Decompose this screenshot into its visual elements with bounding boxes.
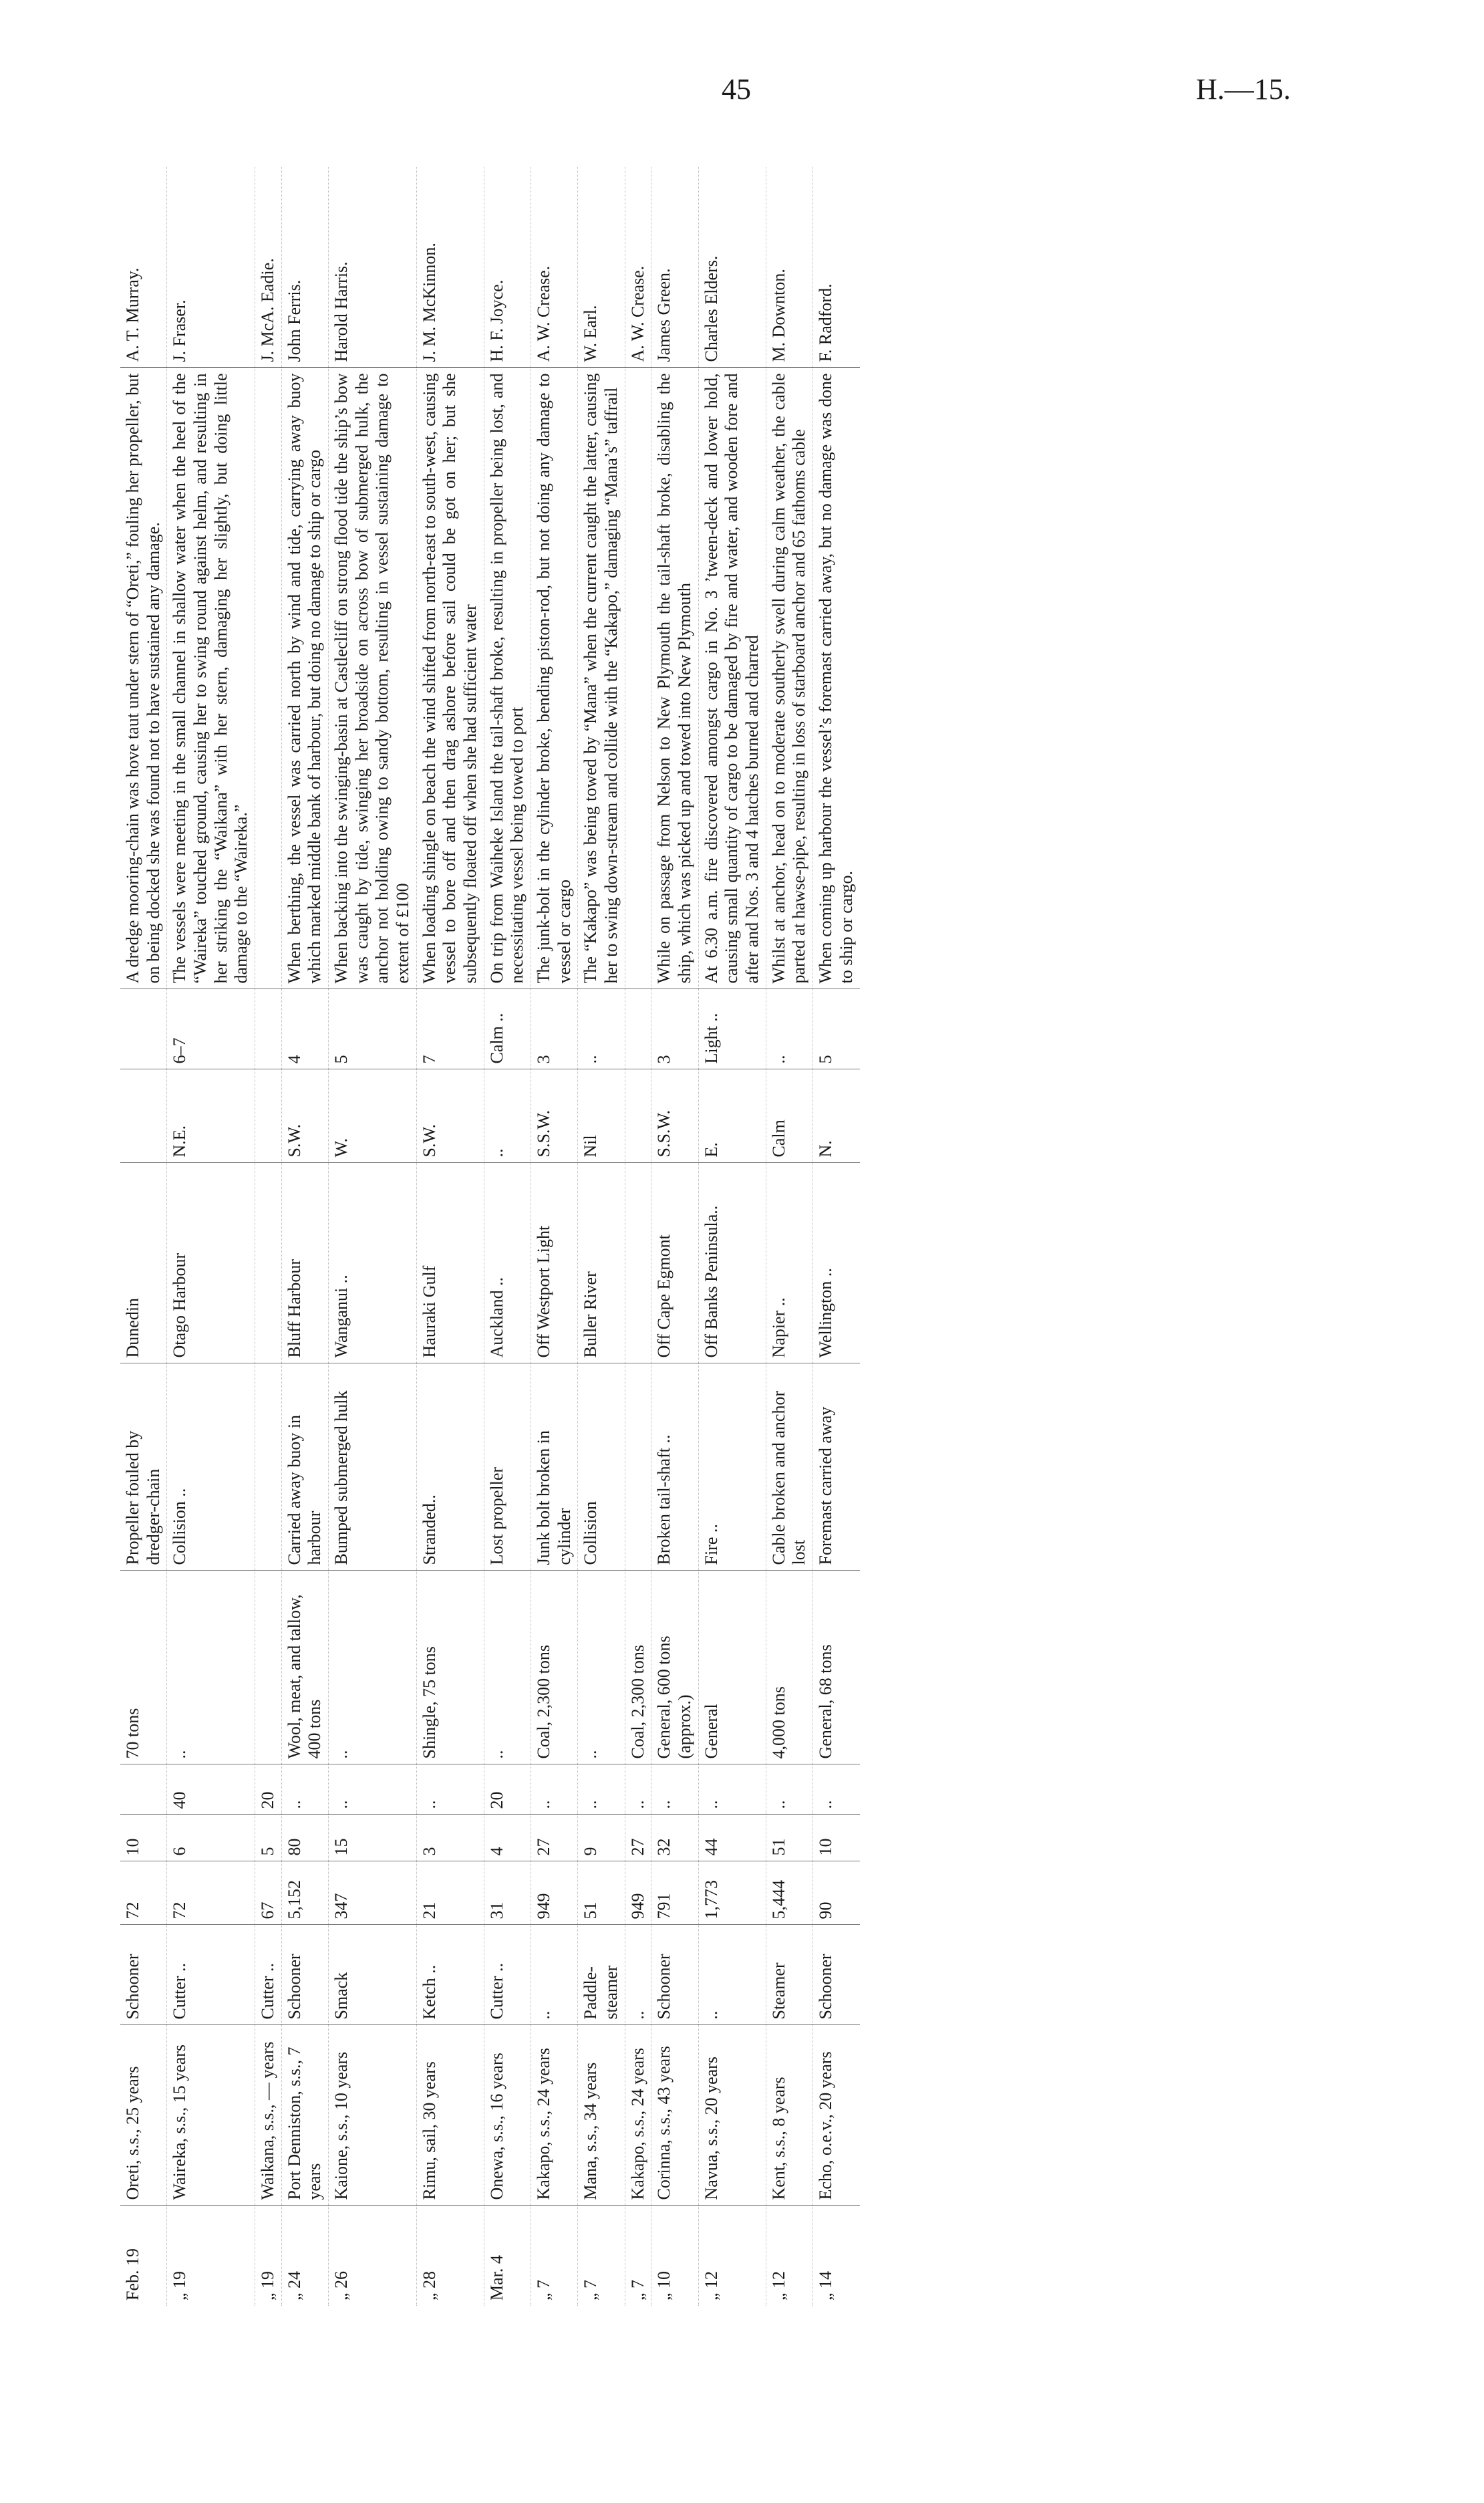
rig-cell: Schooner <box>120 1925 167 2025</box>
passengers-cell: .. <box>416 1764 484 1815</box>
place-cell: Wanganui .. <box>329 1163 417 1363</box>
nature-cell <box>625 1363 651 1571</box>
passengers-cell: 20 <box>484 1764 531 1815</box>
wind-force-cell: 3 <box>651 989 698 1069</box>
passengers-cell: .. <box>281 1764 328 1815</box>
crew-cell: 32 <box>651 1815 698 1861</box>
cargo-cell: General <box>698 1571 766 1764</box>
nature-cell: Cable broken and anchor lost <box>766 1363 812 1571</box>
vessel-cell: Port Denniston, s.s., 7 years <box>281 2025 328 2206</box>
page-reference: H.—15. <box>1196 73 1291 106</box>
cargo-cell: Coal, 2,300 tons <box>625 1571 651 1764</box>
wind-force-cell: .. <box>766 989 812 1069</box>
cargo-cell: .. <box>578 1571 625 1764</box>
casualty-table-container <box>120 167 1356 2306</box>
rig-cell: .. <box>531 1925 578 2025</box>
place-cell: Buller River <box>578 1163 625 1363</box>
table-row <box>813 167 860 2306</box>
passengers-cell: 40 <box>167 1764 255 1815</box>
crew-cell: 51 <box>766 1815 812 1861</box>
passengers-cell: .. <box>766 1764 812 1815</box>
vessel-cell: Waikana, s.s., — years <box>255 2025 282 2206</box>
nature-cell: Collision .. <box>167 1363 255 1571</box>
cargo-cell <box>255 1571 282 1764</box>
crew-cell: 9 <box>578 1815 625 1861</box>
date-cell: „ 19 <box>258 2270 278 2300</box>
nature-cell: Foremast carried away <box>813 1363 860 1571</box>
nature-cell: Stranded.. <box>416 1363 484 1571</box>
place-cell: Dunedin <box>120 1163 167 1363</box>
passengers-cell <box>120 1764 167 1815</box>
description-cell: A dredge mooring-chain was hove taut under stern of “Oreti,” fouling her propeller, but on being docked she was found not to have sustained any damage. <box>120 368 167 989</box>
vessel-cell: Echo, o.e.v., 20 years <box>813 2025 860 2206</box>
place-cell: Off Cape Egmont <box>651 1163 698 1363</box>
place-cell: Hauraki Gulf <box>416 1163 484 1363</box>
reporter-cell: A. W. Crease. <box>625 167 651 368</box>
wind-force-cell: 7 <box>416 989 484 1069</box>
wind-force-cell <box>625 989 651 1069</box>
place-cell: Off Westport Light <box>531 1163 578 1363</box>
passengers-cell: .. <box>651 1764 698 1815</box>
wind-force-cell: .. <box>578 989 625 1069</box>
place-cell: Off Banks Peninsula.. <box>698 1163 766 1363</box>
description-cell: When coming up harbour the vessel’s foremast carried away, but no damage was done to ship or cargo. <box>813 368 860 989</box>
wind-force-cell: 4 <box>281 989 328 1069</box>
reporter-cell: H. F. Joyce. <box>484 167 531 368</box>
table-row <box>416 167 484 2306</box>
rig-cell: Cutter .. <box>484 1925 531 2025</box>
table-row <box>255 167 282 2306</box>
vessel-cell: Kakapo, s.s., 24 years <box>625 2025 651 2206</box>
cargo-cell: .. <box>167 1571 255 1764</box>
vessel-cell: Navua, s.s., 20 years <box>698 2025 766 2206</box>
description-cell: The junk-bolt in the cylinder broke, bending piston-rod, but not doing any damage to vessel or cargo <box>531 368 578 989</box>
tonnage-cell: 72 <box>120 1861 167 1925</box>
tonnage-cell: 31 <box>484 1861 531 1925</box>
wind-direction-cell <box>120 1069 167 1163</box>
tonnage-cell: 21 <box>416 1861 484 1925</box>
passengers-cell: .. <box>813 1764 860 1815</box>
table-row <box>698 167 766 2306</box>
crew-cell: 27 <box>531 1815 578 1861</box>
crew-cell: 5 <box>255 1815 282 1861</box>
cargo-cell: 70 tons <box>120 1571 167 1764</box>
wind-direction-cell: S.W. <box>416 1069 484 1163</box>
nature-cell: Collision <box>578 1363 625 1571</box>
wind-direction-cell: S.W. <box>281 1069 328 1163</box>
nature-cell: Junk bolt broken in cylinder <box>531 1363 578 1571</box>
wind-direction-cell: S.S.W. <box>531 1069 578 1163</box>
table-row <box>531 167 578 2306</box>
reporter-cell: F. Radford. <box>813 167 860 368</box>
place-cell: Wellington .. <box>813 1163 860 1363</box>
crew-cell: 27 <box>625 1815 651 1861</box>
tonnage-cell: 67 <box>255 1861 282 1925</box>
date-cell: „ 7 <box>581 2279 601 2300</box>
vessel-cell: Waireka, s.s., 15 years <box>167 2025 255 2206</box>
rig-cell: Schooner <box>281 1925 328 2025</box>
table-row <box>651 167 698 2306</box>
wind-direction-cell: Calm <box>766 1069 812 1163</box>
cargo-cell: 4,000 tons <box>766 1571 812 1764</box>
passengers-cell: .. <box>698 1764 766 1815</box>
tonnage-cell: 5,152 <box>281 1861 328 1925</box>
rig-cell: .. <box>625 1925 651 2025</box>
vessel-cell: Onewa, s.s., 16 years <box>484 2025 531 2206</box>
wind-force-cell: Calm .. <box>484 989 531 1069</box>
reporter-cell: W. Earl. <box>578 167 625 368</box>
passengers-cell: .. <box>531 1764 578 1815</box>
crew-cell: 4 <box>484 1815 531 1861</box>
table-row <box>625 167 651 2306</box>
nature-cell: Bumped submerged hulk <box>329 1363 417 1571</box>
passengers-cell: 20 <box>255 1764 282 1815</box>
description-cell: Whilst at anchor, head on to moderate southerly swell during calm weather, the cable parted at hawse-pipe, resulting in loss of starboard anchor and 65 fathoms cable <box>766 368 812 989</box>
reporter-cell: J. McA. Eadie. <box>255 167 282 368</box>
tonnage-cell: 347 <box>329 1861 417 1925</box>
crew-cell: 3 <box>416 1815 484 1861</box>
rig-cell: .. <box>698 1925 766 2025</box>
rig-cell: Cutter .. <box>255 1925 282 2025</box>
vessel-cell: Kakapo, s.s., 24 years <box>531 2025 578 2206</box>
crew-cell: 80 <box>281 1815 328 1861</box>
wind-direction-cell: .. <box>484 1069 531 1163</box>
rig-cell: Smack <box>329 1925 417 2025</box>
table-row <box>120 167 167 2306</box>
reporter-cell: J. Fraser. <box>167 167 255 368</box>
wind-force-cell: 3 <box>531 989 578 1069</box>
passengers-cell: .. <box>625 1764 651 1815</box>
nature-cell: Broken tail-shaft .. <box>651 1363 698 1571</box>
wind-direction-cell: N.E. <box>167 1069 255 1163</box>
wind-direction-cell: S.S.W. <box>651 1069 698 1163</box>
date-cell: „ 26 <box>331 2270 351 2300</box>
description-cell: The “Kakapo” was being towed by “Mana” when the current caught the latter, causing her to swing down-stream and collide with the “Kakapo,” damaging “Mana’s” taffrail <box>578 368 625 989</box>
nature-cell: Fire .. <box>698 1363 766 1571</box>
date-cell: „ 7 <box>627 2279 647 2300</box>
date-cell: Mar. 4 <box>486 2255 506 2300</box>
place-cell <box>625 1163 651 1363</box>
cargo-cell: General, 600 tons (approx.) <box>651 1571 698 1764</box>
description-cell: At 6.30 a.m. fire discovered amongst cargo in No. 3 ’tween-deck and lower hold, causing small quantity of cargo to be damaged by fire and water, and wooden fore and after and Nos. 3 and 4 hatches burned and charred <box>698 368 766 989</box>
wind-force-cell: 6–7 <box>167 989 255 1069</box>
table-row <box>281 167 328 2306</box>
description-cell <box>625 368 651 989</box>
reporter-cell: James Green. <box>651 167 698 368</box>
vessel-cell: Kaione, s.s., 10 years <box>329 2025 417 2206</box>
nature-cell: Propeller fouled by dredger-chain <box>120 1363 167 1571</box>
table-row <box>766 167 812 2306</box>
date-cell: „ 14 <box>816 2270 836 2300</box>
crew-cell: 15 <box>329 1815 417 1861</box>
tonnage-cell: 5,444 <box>766 1861 812 1925</box>
crew-cell: 10 <box>813 1815 860 1861</box>
description-cell: While on passage from Nelson to New Plymouth the tail-shaft broke, disabling the ship, which was picked up and towed into New Plymouth <box>651 368 698 989</box>
rig-cell: Schooner <box>651 1925 698 2025</box>
table-body <box>120 167 860 2306</box>
wind-force-cell <box>255 989 282 1069</box>
tonnage-cell: 949 <box>531 1861 578 1925</box>
wind-direction-cell: W. <box>329 1069 417 1163</box>
date-cell: „ 10 <box>654 2270 674 2300</box>
wind-direction-cell <box>255 1069 282 1163</box>
description-cell: When berthing, the vessel was carried north by wind and tide, carrying away buoy which marked middle bank of harbour, but doing no damage to ship or cargo <box>281 368 328 989</box>
passengers-cell: .. <box>329 1764 417 1815</box>
tonnage-cell: 90 <box>813 1861 860 1925</box>
casualty-table <box>120 167 860 2306</box>
description-cell: When loading shingle on beach the wind shifted from north-east to south-west, causing vessel to bore off and then drag ashore before sail could be got on her; but she subsequently floated off when she had sufficient water <box>416 368 484 989</box>
rig-cell: Ketch .. <box>416 1925 484 2025</box>
cargo-cell: Shingle, 75 tons <box>416 1571 484 1764</box>
description-cell: When backing into the swinging-basin at Castlecliff on strong flood tide the ship’s bow was caught by tide, swinging her broadside on across bow of submerged hulk, the anchor not holding owing to sandy bottom, resulting in vessel sustaining damage to extent of £100 <box>329 368 417 989</box>
date-cell: „ 28 <box>419 2270 439 2300</box>
place-cell: Otago Harbour <box>167 1163 255 1363</box>
nature-cell <box>255 1363 282 1571</box>
date-cell: „ 7 <box>534 2279 554 2300</box>
description-cell: On trip from Waiheke Island the tail-shaft broke, resulting in propeller being lost, and necessitating vessel being towed to port <box>484 368 531 989</box>
tonnage-cell: 791 <box>651 1861 698 1925</box>
reporter-cell: Harold Harris. <box>329 167 417 368</box>
crew-cell: 10 <box>120 1815 167 1861</box>
cargo-cell: .. <box>484 1571 531 1764</box>
rig-cell: Cutter .. <box>167 1925 255 2025</box>
place-cell: Auckland .. <box>484 1163 531 1363</box>
description-cell <box>255 368 282 989</box>
passengers-cell: .. <box>578 1764 625 1815</box>
wind-force-cell: 5 <box>329 989 417 1069</box>
date-cell: Feb. 19 <box>123 2248 142 2300</box>
table-row <box>484 167 531 2306</box>
wind-direction-cell: E. <box>698 1069 766 1163</box>
place-cell: Napier .. <box>766 1163 812 1363</box>
date-cell: „ 19 <box>170 2270 190 2300</box>
wind-direction-cell: N. <box>813 1069 860 1163</box>
table-row <box>329 167 417 2306</box>
wind-force-cell: 5 <box>813 989 860 1069</box>
vessel-cell: Mana, s.s., 34 years <box>578 2025 625 2206</box>
vessel-cell: Rimu, sail, 30 years <box>416 2025 484 2206</box>
vessel-cell: Oreti, s.s., 25 years <box>120 2025 167 2206</box>
rig-cell: Schooner <box>813 1925 860 2025</box>
nature-cell: Carried away buoy in harbour <box>281 1363 328 1571</box>
tonnage-cell: 51 <box>578 1861 625 1925</box>
cargo-cell: Coal, 2,300 tons <box>531 1571 578 1764</box>
wind-direction-cell: Nil <box>578 1069 625 1163</box>
date-cell: „ 24 <box>284 2270 304 2300</box>
page-number: 45 <box>722 73 751 106</box>
table-row <box>167 167 255 2306</box>
wind-force-cell: Light .. <box>698 989 766 1069</box>
tonnage-cell: 1,773 <box>698 1861 766 1925</box>
tonnage-cell: 72 <box>167 1861 255 1925</box>
date-cell: „ 12 <box>701 2270 721 2300</box>
place-cell: Bluff Harbour <box>281 1163 328 1363</box>
nature-cell: Lost propeller <box>484 1363 531 1571</box>
tonnage-cell: 949 <box>625 1861 651 1925</box>
vessel-cell: Kent, s.s., 8 years <box>766 2025 812 2206</box>
place-cell <box>255 1163 282 1363</box>
reporter-cell: M. Downton. <box>766 167 812 368</box>
rig-cell: Paddle-steamer <box>578 1925 625 2025</box>
reporter-cell: A. W. Crease. <box>531 167 578 368</box>
date-cell: „ 12 <box>768 2270 788 2300</box>
reporter-cell: A. T. Murray. <box>120 167 167 368</box>
wind-direction-cell <box>625 1069 651 1163</box>
table-row <box>578 167 625 2306</box>
cargo-cell: Wool, meat, and tallow, 400 tons <box>281 1571 328 1764</box>
rig-cell: Steamer <box>766 1925 812 2025</box>
cargo-cell: General, 68 tons <box>813 1571 860 1764</box>
cargo-cell: .. <box>329 1571 417 1764</box>
vessel-cell: Corinna, s.s., 43 years <box>651 2025 698 2206</box>
reporter-cell: Charles Elders. <box>698 167 766 368</box>
crew-cell: 6 <box>167 1815 255 1861</box>
crew-cell: 44 <box>698 1815 766 1861</box>
wind-force-cell <box>120 989 167 1069</box>
reporter-cell: J. M. McKinnon. <box>416 167 484 368</box>
reporter-cell: John Ferris. <box>281 167 328 368</box>
description-cell: The vessels were meeting in the small channel in shallow water when the heel of the “Waireka” touched ground, causing her to swing round against helm, and resulting in her striking the “Waikana” with her stern, damaging her slightly, but doing little damage to the “Waireka.” <box>167 368 255 989</box>
